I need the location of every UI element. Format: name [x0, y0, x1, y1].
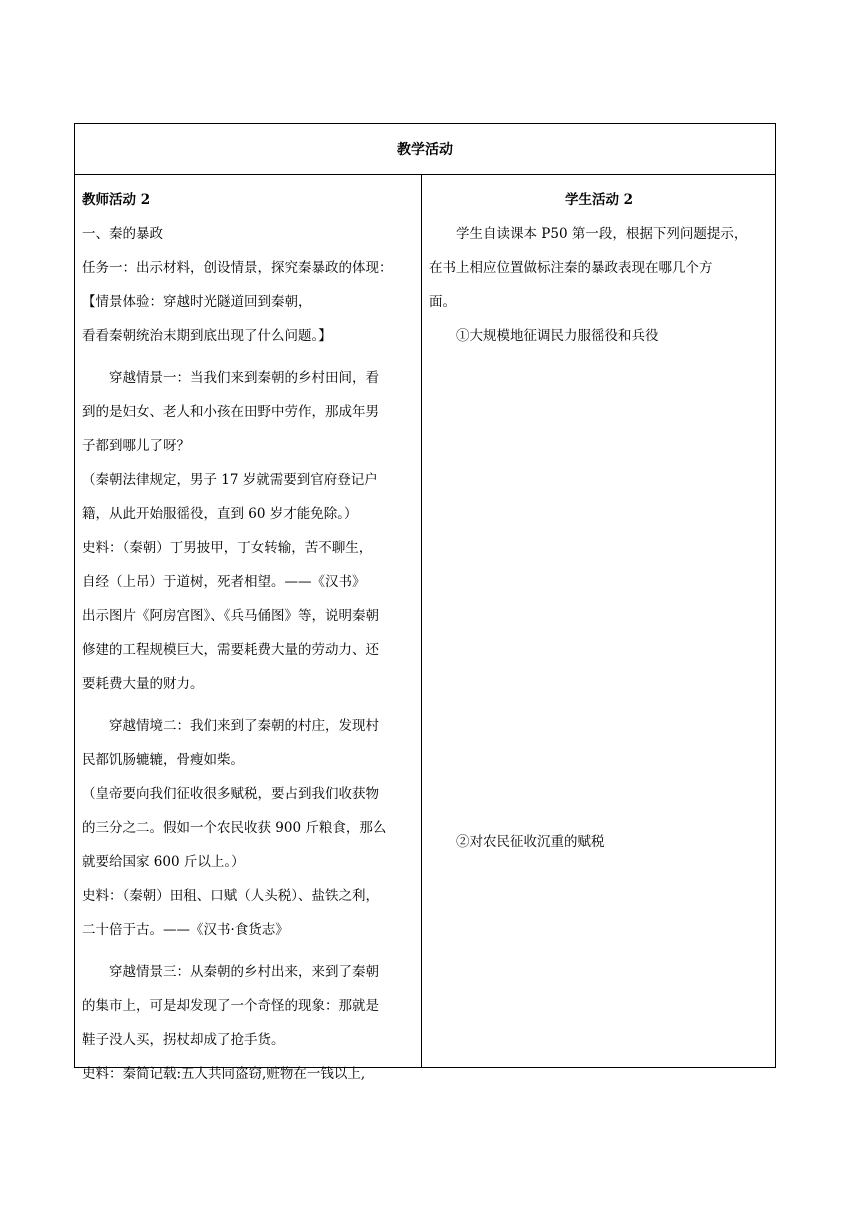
teacher-activity-cell [82, 183, 414, 1091]
teacher-activity-title: 教师活动 2 [82, 192, 151, 208]
left-line: 史料：（秦朝）田租、口赋（人头税）、盐铁之利， [82, 888, 379, 904]
column-divider [421, 175, 422, 1067]
left-line: 子都到哪儿了呀？ [82, 438, 190, 454]
left-line: 史料：秦简记载:五人共同盗窃,赃物在一钱以上, [82, 1066, 366, 1082]
left-line: 穿越情景三：从秦朝的乡村出来，来到了秦朝 [109, 964, 379, 980]
left-line: 到的是妇女、老人和小孩在田野中劳作，那成年男 [82, 404, 379, 420]
left-line: 任务一：出示材料，创设情景，探究秦暴政的体现： [82, 260, 393, 276]
table-header: 教学活动 [75, 124, 775, 175]
left-line: 的三分之二。假如一个农民收获 900 斤粮食，那么 [82, 820, 387, 836]
left-line: 的集市上，可是却发现了一个奇怪的现象：那就是 [82, 998, 379, 1014]
left-line: 一、秦的暴政 [82, 226, 163, 242]
student-item-2: ②对农民征收沉重的赋税 [456, 834, 605, 850]
right-line: 学生自读课本 P50 第一段，根据下列问题提示， [456, 226, 748, 242]
left-line: 就要给国家 600 斤以上。） [82, 854, 245, 870]
left-line: 【情景体验：穿越时光隧道回到秦朝， [82, 294, 312, 310]
left-line: 出示图片《阿房宫图》、《兵马俑图》等，说明秦朝 [82, 608, 379, 624]
left-line: 自经（上吊）于道树，死者相望。——《汉书》 [82, 574, 366, 590]
right-line: 面。 [429, 294, 456, 310]
left-line: 民都饥肠辘辘，骨瘦如柴。 [82, 752, 244, 768]
left-line: 穿越情景一：当我们来到秦朝的乡村田间，看 [109, 370, 379, 386]
left-line: 修建的工程规模巨大，需要耗费大量的劳动力、还 [82, 642, 379, 658]
left-line: 看看秦朝统治末期到底出现了什么问题。】 [82, 328, 332, 344]
left-line: （皇帝要向我们征收很多赋税，要占到我们收获物 [82, 786, 379, 802]
left-line: 鞋子没人买，拐杖却成了抢手货。 [82, 1032, 285, 1048]
left-line: 史料：（秦朝）丁男披甲，丁女转输，苦不聊生， [82, 540, 373, 556]
right-line: 在书上相应位置做标注秦的暴政表现在哪几个方 [429, 260, 713, 276]
left-line: 二十倍于古。——《汉书·食货志》 [82, 922, 289, 938]
right-line: ①大规模地征调民力服徭役和兵役 [456, 328, 659, 344]
student-activity-title: 学生活动 2 [564, 192, 634, 208]
left-line: 籍，从此开始服徭役，直到 60 岁才能免除。） [82, 506, 358, 522]
student-activity-cell [429, 183, 769, 353]
left-line: 穿越情境二：我们来到了秦朝的村庄，发现村 [109, 718, 379, 734]
left-line: （秦朝法律规定，男子 17 岁就需要到官府登记户 [82, 472, 378, 488]
left-line: 要耗费大量的财力。 [82, 676, 204, 692]
